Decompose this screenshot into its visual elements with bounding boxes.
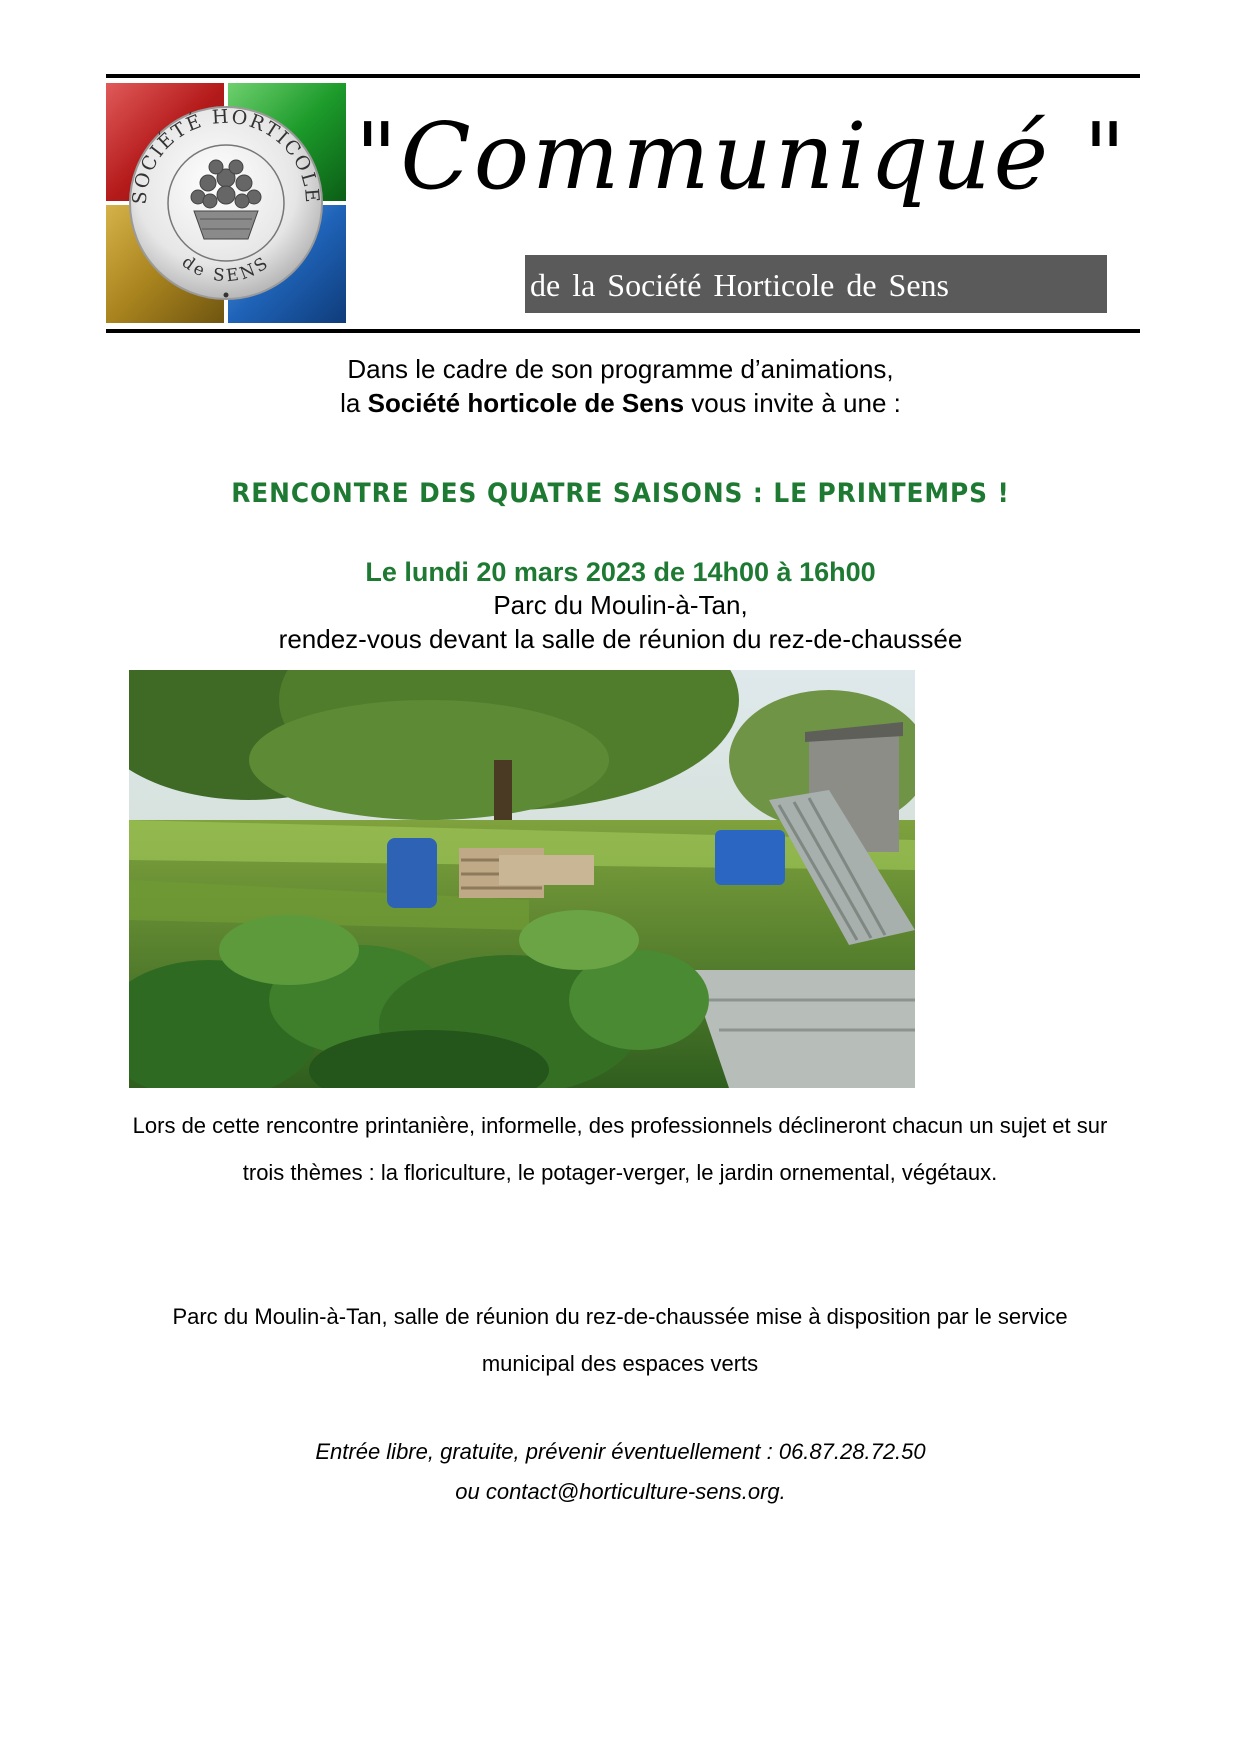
event-description: Lors de cette rencontre printanière, informelle, des professionnels déclineront chacun un sujet et sur trois thèmes : la floriculture, le potager-verger, le jardin ornemental, végétaux. [132, 1113, 1108, 1185]
intro-line-1: Dans le cadre de son programme d’animations, [347, 354, 894, 384]
venue-note: Parc du Moulin-à-Tan, salle de réunion du rez-de-chaussée mise à disposition par le service municipal des espaces verts [172, 1304, 1068, 1376]
event-place-line-1: Parc du Moulin-à-Tan, [493, 590, 748, 620]
intro-prefix: la [340, 388, 368, 418]
communique-title: "Communiqué " [355, 103, 1129, 210]
society-logo [106, 83, 346, 323]
logo-text-top: SOCIÉTÉ HORTICOLE [128, 105, 324, 206]
header-rule-bottom [106, 329, 1140, 333]
intro-line-2 [0, 386, 1241, 420]
logo-text-bottom: de SENS [177, 252, 275, 287]
subtitle: de la Société Horticole de Sens [530, 267, 949, 303]
event-place-line-2: rendez-vous devant la salle de réunion du rez-de-chaussée [278, 624, 963, 654]
header-rule-top [106, 74, 1140, 78]
event-date: Le lundi 20 mars 2023 de 14h00 à 16h00 [365, 557, 876, 587]
contact-line-1: Entrée libre, gratuite, prévenir éventuellement : 06.87.28.72.50 [315, 1439, 926, 1464]
event-headline: RENCONTRE DES QUATRE SAISONS : LE PRINTEMPS ! [231, 478, 1010, 509]
contact-line-2: ou contact@horticulture-sens.org. [455, 1479, 786, 1504]
intro-suffix: vous invite à une : [684, 388, 901, 418]
garden-photo [129, 670, 915, 1088]
society-name: Société horticole de Sens [367, 388, 685, 418]
